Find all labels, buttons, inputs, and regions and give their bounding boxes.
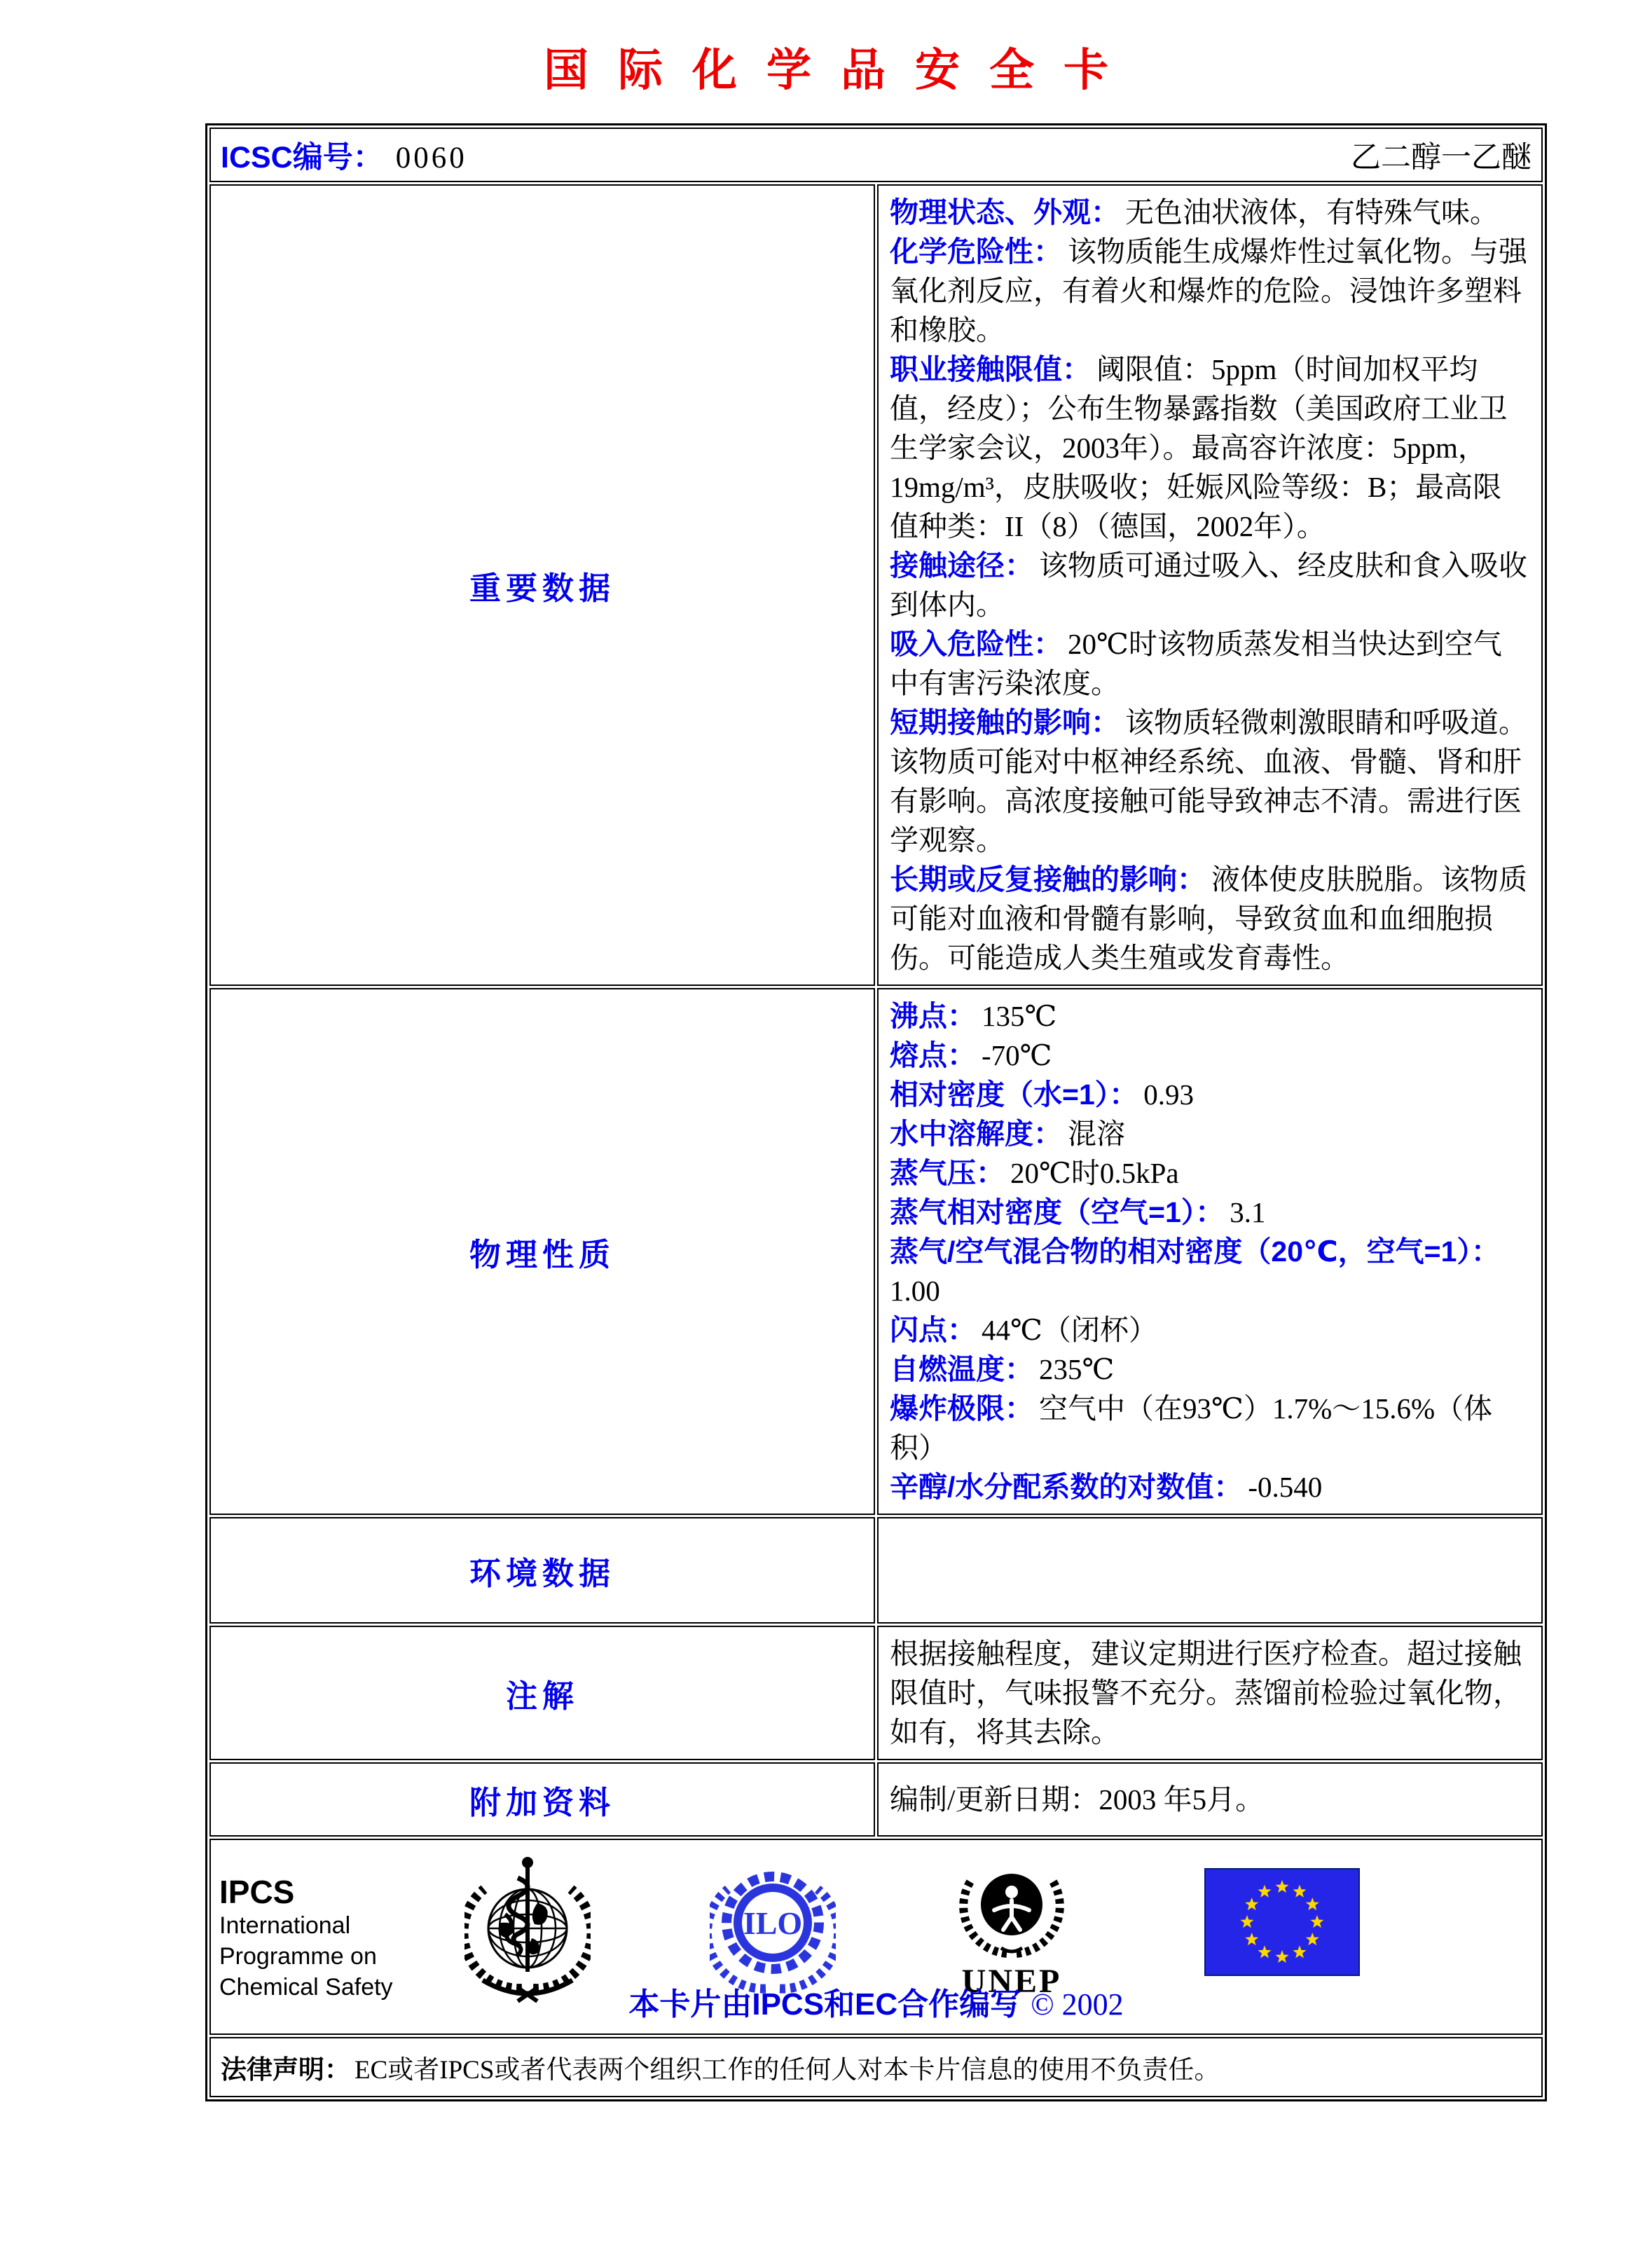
property-value: -0.540	[1248, 1471, 1323, 1503]
data-paragraph	[890, 860, 1530, 977]
ilo-letters: ILO	[743, 1905, 803, 1941]
property-line	[890, 1114, 1530, 1153]
property-value: 3.1	[1230, 1196, 1266, 1228]
unep-emblem-icon	[952, 1854, 1071, 1999]
property-line	[890, 1389, 1530, 1467]
property-label: 爆炸极限：	[890, 1392, 1033, 1425]
chemical-name: 乙二醇一乙醚	[1351, 141, 1531, 174]
property-value: 1.00	[890, 1275, 940, 1307]
field-text: 20℃时该物质蒸发相当快达到空气中有害污染浓度。	[890, 628, 1502, 699]
physical-properties-row	[209, 988, 1543, 1515]
notes-content: 根据接触程度，建议定期进行医疗检查。超过接触限值时，气味报警不充分。蒸馏前检验过氧化物，如有，将其去除。	[877, 1626, 1543, 1760]
icsc-card-table	[205, 123, 1547, 2101]
property-label: 水中溶解度：	[890, 1118, 1062, 1150]
legal-row	[209, 2037, 1543, 2097]
data-paragraph	[890, 232, 1530, 350]
physical-properties-list	[890, 996, 1530, 1507]
property-value: 0.93	[1143, 1078, 1194, 1111]
field-label: 吸入危险性：	[890, 628, 1062, 660]
field-label: 物理状态、外观：	[890, 196, 1120, 228]
property-value: 135℃	[982, 1000, 1057, 1032]
field-text: 无色油状液体，有特殊气味。	[1125, 196, 1499, 228]
caption-text: 本卡片由IPCS和EC合作编写	[628, 1987, 1021, 2022]
data-paragraph	[890, 193, 1530, 232]
ipcs-title: IPCS	[219, 1874, 295, 1910]
environmental-data-row	[209, 1517, 1543, 1624]
field-text: 液体使皮肤脱脂。该物质可能对血液和骨髓有影响，导致贫血和血细胞损伤。可能造成人类生殖或发育毒性。	[890, 863, 1527, 974]
property-value: 空气中（在93℃）1.7%～15.6%（体积）	[890, 1392, 1493, 1464]
header-cell	[209, 128, 1543, 182]
property-line	[890, 1075, 1530, 1114]
icsc-number-group	[221, 134, 467, 177]
field-text: 该物质轻微刺激眼睛和呼吸道。该物质可能对中枢神经系统、血液、骨髓、肾和肝有影响。高浓度接触可能导致神志不清。需进行医学观察。	[890, 706, 1527, 856]
footer-cell	[209, 1839, 1543, 2035]
physical-properties-row-label: 物理性质	[209, 988, 875, 1515]
property-line	[890, 1232, 1530, 1310]
data-paragraph	[890, 624, 1530, 703]
property-line	[890, 996, 1530, 1036]
property-value: 235℃	[1039, 1353, 1115, 1385]
property-label: 沸点：	[890, 1000, 976, 1032]
field-text: 该物质可通过吸入、经皮肤和食入吸收到体内。	[890, 549, 1527, 621]
property-label: 熔点：	[890, 1039, 976, 1071]
property-label: 蒸气压：	[890, 1157, 1005, 1189]
legal-cell	[209, 2037, 1543, 2097]
field-text: 阈限值：5ppm（时间加权平均值，经皮）；公布生物暴露指数（美国政府工业卫生学家会议，2003年）。最高容许浓度：5ppm，19mg/m³，皮肤吸收；妊娠风险等级：B；最高限值种类：II（8）（德国，2002年）。	[890, 353, 1508, 542]
additional-info-row	[209, 1762, 1543, 1837]
icsc-number-label: ICSC编号：	[221, 140, 383, 174]
caption-copyright: © 2002	[1031, 1987, 1124, 2022]
header-row	[209, 128, 1543, 182]
property-line	[890, 1350, 1530, 1389]
property-value: 44℃（闭杯）	[982, 1314, 1157, 1346]
data-paragraph	[890, 350, 1530, 546]
notes-row	[209, 1626, 1543, 1760]
important-data-paragraphs	[890, 193, 1530, 977]
footer-caption	[211, 1979, 1541, 2024]
footer-row	[209, 1839, 1543, 2035]
property-label: 相对密度（水=1）：	[890, 1078, 1138, 1111]
notes-row-label: 注解	[209, 1626, 875, 1760]
eu-flag-icon	[1204, 1868, 1360, 1980]
property-label: 蒸气/空气混合物的相对密度（20℃，空气=1）：	[890, 1235, 1500, 1268]
data-paragraph	[890, 703, 1530, 860]
property-label: 自燃温度：	[890, 1353, 1033, 1385]
field-label: 短期接触的影响：	[890, 706, 1120, 739]
physical-properties-content	[877, 988, 1543, 1515]
ipcs-subtitle-line: International	[219, 1912, 351, 1939]
field-label: 职业接触限值：	[890, 353, 1091, 385]
update-date-label: 编制/更新日期：	[890, 1783, 1099, 1816]
property-value: 20℃时0.5kPa	[1010, 1157, 1179, 1189]
unep-letters: UNEP	[961, 1963, 1062, 2000]
property-value: -70℃	[982, 1039, 1052, 1071]
property-line	[890, 1467, 1530, 1507]
field-label: 长期或反复接触的影响：	[890, 863, 1206, 896]
environmental-data-content	[877, 1517, 1543, 1624]
property-label: 辛醇/水分配系数的对数值：	[890, 1471, 1243, 1503]
data-paragraph	[890, 546, 1530, 624]
field-label: 化学危险性：	[890, 235, 1062, 268]
field-text: 该物质能生成爆炸性过氧化物。与强氧化剂反应，有着火和爆炸的危险。浸蚀许多塑料和橡胶。	[890, 235, 1527, 346]
property-line	[890, 1193, 1530, 1232]
legal-label: 法律声明：	[221, 2055, 350, 2084]
property-line	[890, 1036, 1530, 1075]
property-label: 蒸气相对密度（空气=1）：	[890, 1196, 1225, 1228]
legal-text: EC或者IPCS或者代表两个组织工作的任何人对本卡片信息的使用不负责任。	[355, 2056, 1220, 2085]
icsc-number-value: 0060	[395, 141, 467, 174]
field-label: 接触途径：	[890, 549, 1033, 582]
property-line	[890, 1310, 1530, 1350]
update-date-value: 2003 年5月。	[1099, 1783, 1265, 1816]
important-data-content	[877, 184, 1543, 986]
important-data-row-label: 重要数据	[209, 184, 875, 986]
ipcs-subtitle-line: Chemical Safety	[219, 1974, 393, 2001]
additional-info-row-label: 附加资料	[209, 1762, 875, 1837]
property-value: 混溶	[1068, 1118, 1125, 1150]
ipcs-subtitle-line: Programme on	[219, 1943, 377, 1970]
page-title: 国际化学品安全卡	[544, 44, 1138, 97]
property-label: 闪点：	[890, 1314, 976, 1346]
environmental-data-row-label: 环境数据	[209, 1517, 875, 1624]
additional-info-content	[877, 1762, 1543, 1837]
property-line	[890, 1153, 1530, 1193]
important-data-row	[209, 184, 1543, 986]
